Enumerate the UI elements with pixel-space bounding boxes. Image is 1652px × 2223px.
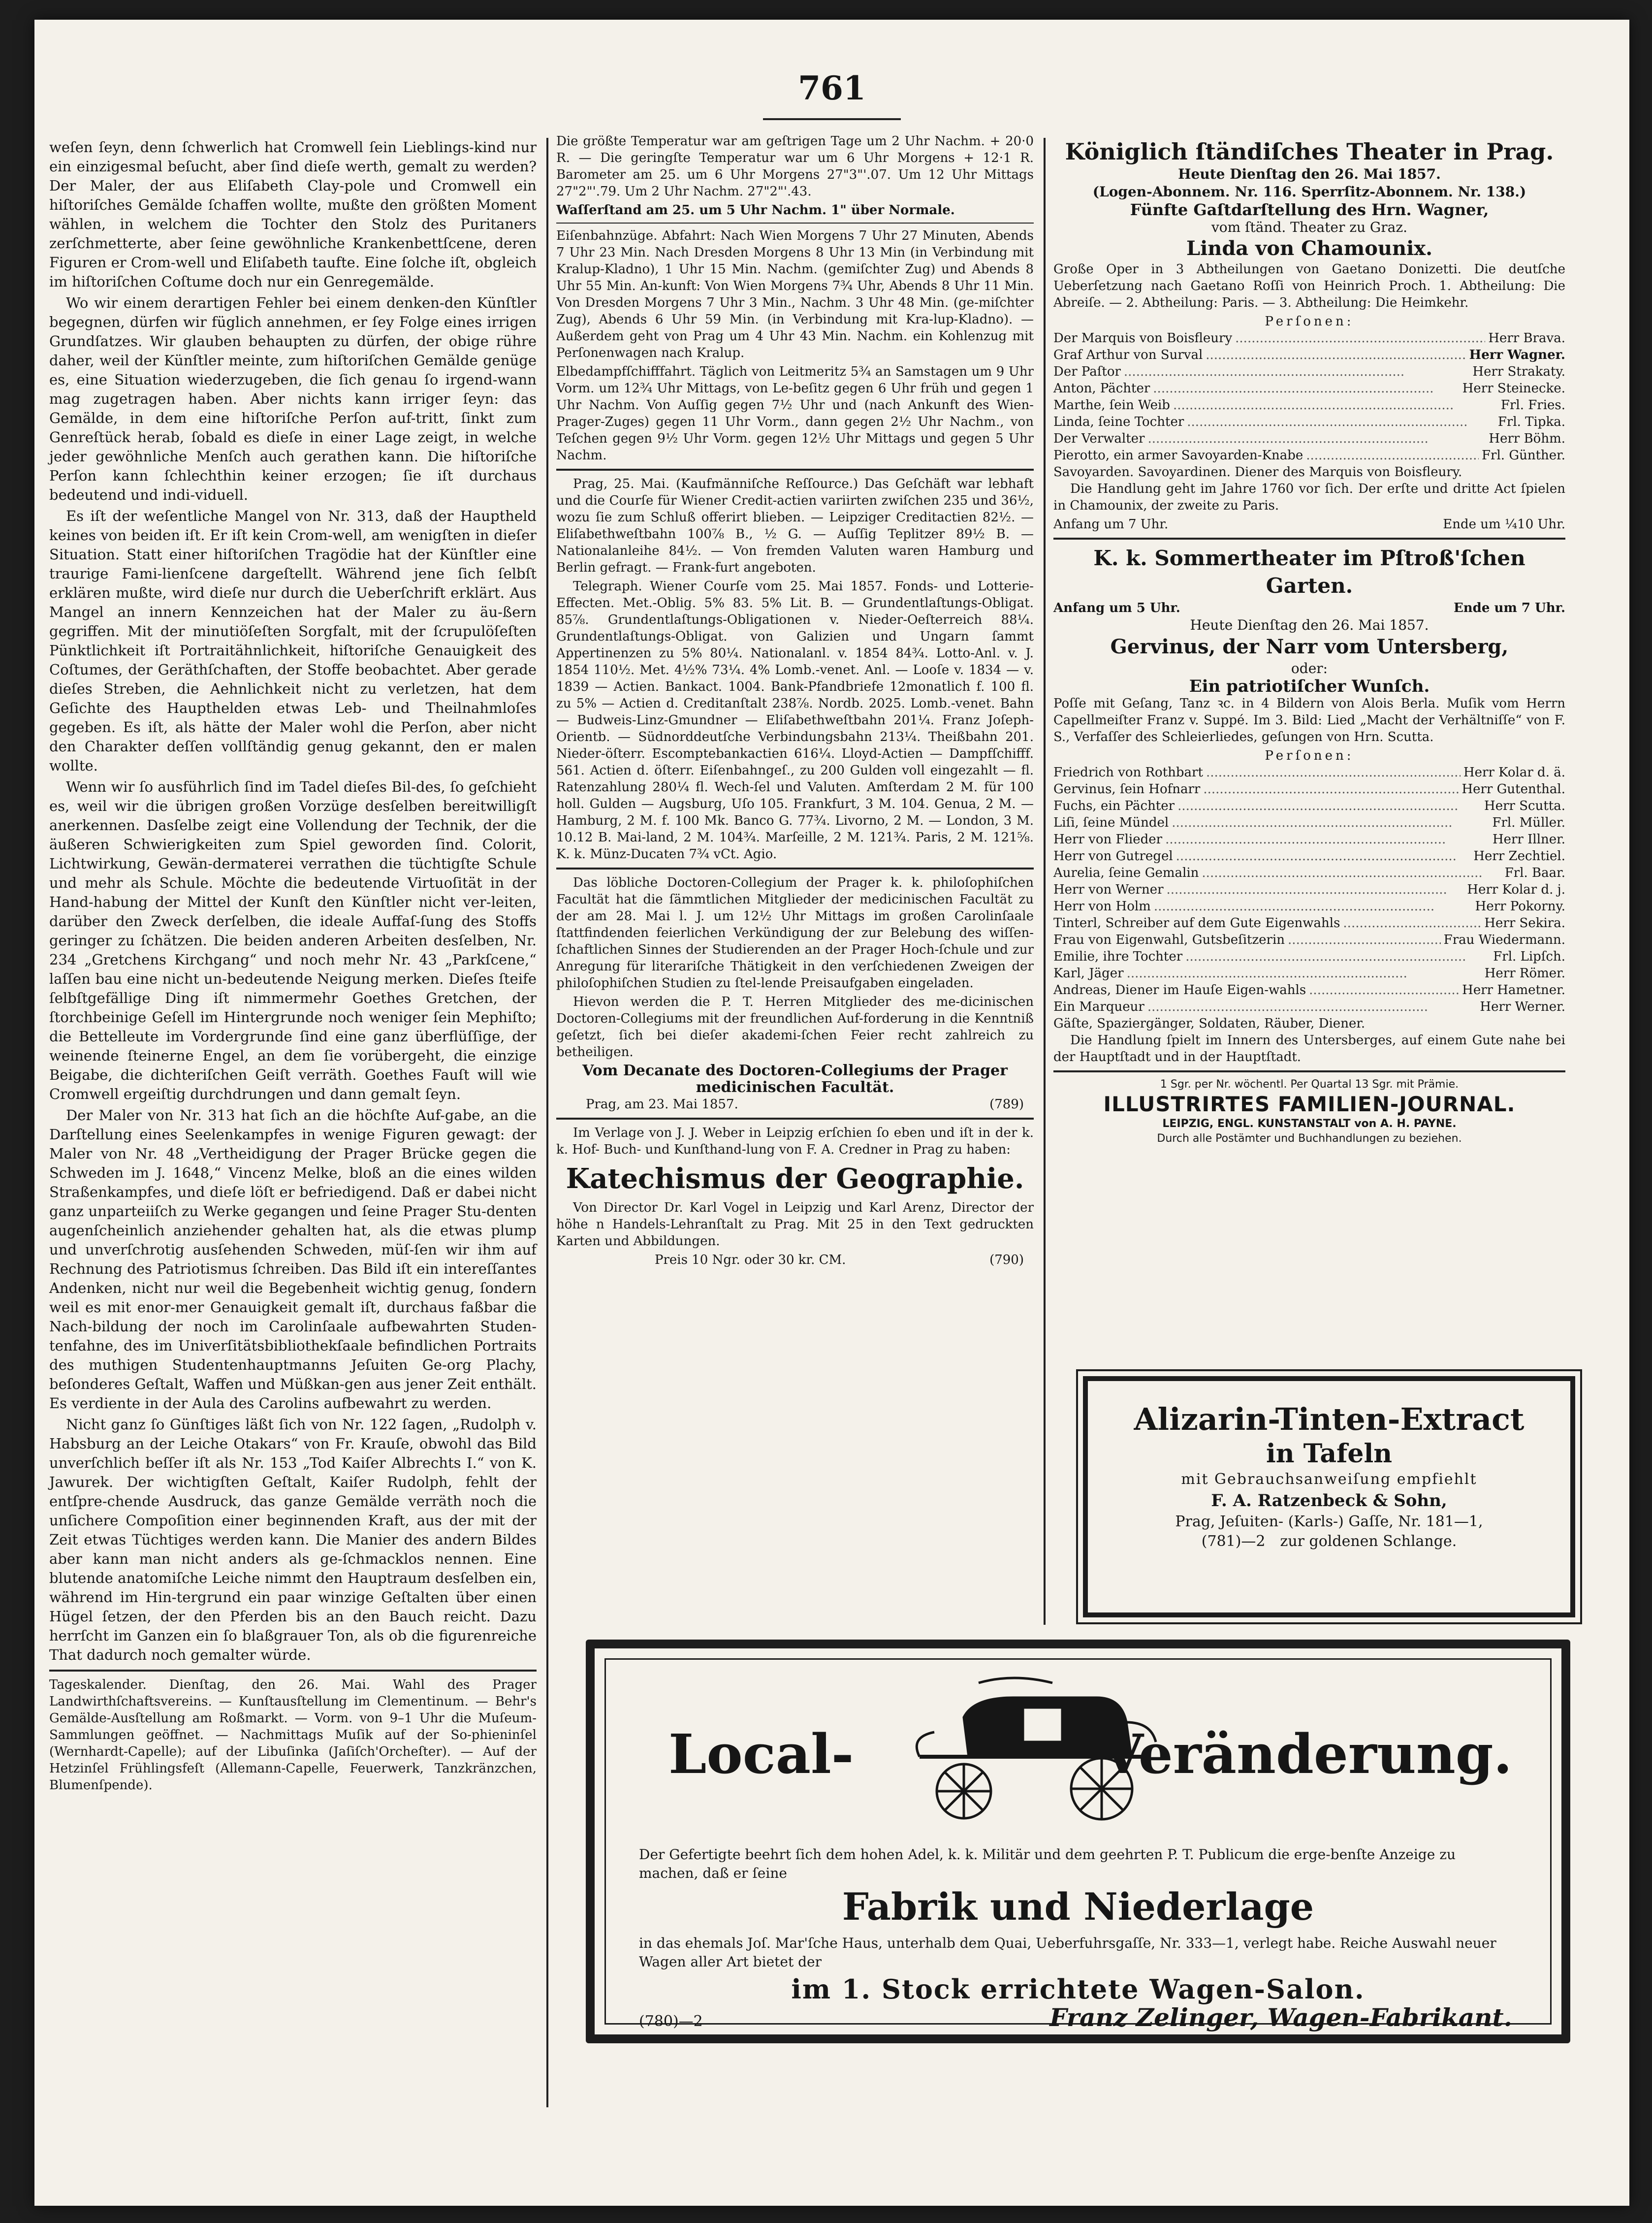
theatre1-start: Anfang um 7 Uhr. — [1053, 517, 1169, 532]
weather-report: Die größte Temperatur war am geſtrigen Tage um 2 Uhr Nachm. + 20·0 R. — Die geringſte Temperatur war um 6 Uhr Morgens + 12·1 R. Barometer am 25. um 6 Uhr Morgens 27"3"'.07. Um 12 Uhr Mittags 27"2"'.79. Um 2 Uhr Nachm. 27"2"'.43. — [556, 134, 1034, 199]
divider — [1053, 538, 1565, 540]
article-paragraph: Wo wir einem derartigen Fehler bei einem denken-den Künſtler begegnen, dürfen wir füglich annehmen, er ſey Folge eines irrigen Grundſatzes. Wir glauben behaupten zu dürfen, der obige rühre daher, weil der Künſtler meinte, zum hiſtoriſchen Gemälde genüge es, eine Situation wiederzugeben, die ſich genau ſo irgend-wann mag zugetragen haben. Aber nichts kann irriger ſeyn: das Gemälde, in dem eine hiſtoriſche Perſon auf-tritt, ſinkt zum Genreſtück herab, ſobald es dieſe in einer Lage zeigt, in welche jeder gewöhnliche Menſch auch gerathen kann. Die hiſtoriſche Perſon kann ſchlechthin keiner erzogen; ſie iſt durchaus bedeutend und indi-viduell. — [49, 294, 537, 503]
cast-row: Herr von Holm ..... Herr Pokorny. — [1053, 898, 1565, 915]
page-number-rule — [763, 118, 901, 120]
cast-row: Herr von Flieder ..... Herr Illner. — [1053, 831, 1565, 848]
railway-schedule: Eiſenbahnzüge. Abfahrt: Nach Wien Morgens 7 Uhr 27 Minuten, Abends 7 Uhr 23 Min. Nach Dresden Morgens 8 Uhr 13 Min (in Verbindung mit Kralup-Kladno), 1 Uhr 15 Min. Nachm. (gemiſchter Zug) und Abends 8 Uhr 55 Min. An-kunft: Von Wien Morgens 7¾ Uhr, Abends 8 Uhr 11 Min. Von Dresden Morgens 7 Uhr 3 Min., Nachm. 3 Uhr 48 Min. (ge-miſchter Zug), Abends 6 Uhr 59 Min. (in Verbindung mit Kra-lup-Kladno). — Außerdem geht von Prag um 4 Uhr 43 Min. Nachm. ein Kohlenzug mit Perſonenwagen nach Kralup. — [556, 228, 1034, 360]
theatre2-play: Gervinus, der Narr vom Untersberg, — [1110, 635, 1509, 658]
alizarin-address: Prag, Jeſuiten- (Karls-) Gaſſe, Nr. 181—1, — [1175, 1513, 1483, 1530]
ad-signature: Franz Zelinger, Wagen-Fabrikant. — [1049, 2003, 1512, 2032]
cast-row: Ein Marqueur ..... Herr Werner. — [1053, 999, 1565, 1015]
alizarin-usage: mit Gebrauchsanweiſung empfiehlt — [1181, 1471, 1477, 1488]
article-paragraph: weſen ſeyn, denn ſchwerlich hat Cromwell ſein Lieblings-kind nur ein einzigesmal beſucht, aber ſind dieſe werth, gemalt zu werden? Der Maler, der aus Eliſabeth Clay-pole und Cromwell ein hiſtoriſches Gemälde ſchaffen wollte, mußte den größten Moment wählen, in welchem die Tochter den Stolz des Puritaners zerſchmetterte, aber ſeine gewöhnliche Krankenbettſcene, deren Figuren er Crom-well und Eliſabeth taufte. Eine ſolche iſt, obgleich im hiſtoriſchen Coſtume doch nur ein Genregemälde. — [49, 139, 537, 290]
cast-row: Anton, Pächter ..... Herr Steinecke. — [1053, 380, 1565, 397]
day-calendar: Tageskalender. Dienſtag, den 26. Mai. Wahl des Prager Landwirthſchaftsvereins. — Kunſtausſtellung im Clementinum. — Behr's Gemälde-Ausſtellung am Roßmarkt. — Vorm. von 9–1 Uhr die Muſeum-Sammlungen geöffnet. — Nachmittags Muſik auf der So-phieninſel (Wernhardt-Capelle); auf der Libuſinka (Jaſiſch'Orcheſter). — Auf der Hetzinſel Frühlingsfeſt (Allemann-Capelle, Feuerwerk, Tanzkränzchen, Blumenſpende). — [49, 1677, 537, 1793]
theatre1-abo: (Logen-Abonnem. Nr. 116. Sperrſitz-Abonnem. Nr. 138.) — [1092, 184, 1526, 200]
ad-number: (780)—2 — [639, 2013, 703, 2030]
ad-fabrik: Fabrik und Niederlage — [842, 1885, 1314, 1929]
middle-column — [556, 133, 1034, 1268]
alizarin-title: Alizarin-Tinten-Extract — [1134, 1401, 1525, 1437]
cast-row: Emilie, ihre Tochter ..... Frl. Lipſch. — [1053, 948, 1565, 965]
ad-word-left: Local- — [668, 1722, 854, 1786]
notice-body: Das löbliche Doctoren-Collegium der Prager k. k. philoſophiſchen Facultät hat die ſämmtlichen Mitglieder der medicinischen Facultät zu der am 28. Mai l. J. um 12½ Uhr Mittags im großen Carolinſaale ſtattfindenden feierlichen Verkündigung der zur Belebung des wiſſen-ſchaftlichen Sinnes der Studierenden an der Prager Hoch-ſchule und zur Anregung für literariſche Thätigkeit in den verſchiedenen Zweigen der philoſophiſchen Studien zu ſtel-lende Preisaufgaben eingeladen. — [556, 875, 1034, 991]
journal-price-line: 1 Sgr. per Nr. wöchentl. Per Quartal 13 Sgr. mit Prämie. — [1160, 1078, 1459, 1091]
market-report: Prag, 25. Mai. (Kaufmänniſche Reſſource.) Das Geſchäft war lebhaft und die Courſe für Wiener Credit-actien variirten zwiſchen 235 und 36½, wozu ſie zum Schluß offerirt blieben. — Leipziger Creditactien 82½. — Eliſabethweſtbahn 100⅞ B., ½ G. — Auſſig Teplitzer 89½ B. — Nationalanleihe 84½. — Von fremden Valuten waren Hamburg und Berlin gefragt. — Frank-furt angeboten. — [556, 477, 1034, 575]
cast-row: Fuchs, ein Pächter ..... Herr Scutta. — [1053, 798, 1565, 814]
book-number: (790) — [989, 1253, 1024, 1267]
divider — [556, 469, 1034, 471]
divider — [556, 223, 1034, 224]
steamship-schedule: Elbedampfſchifffahrt. Täglich von Leitmeritz 5¾ an Samstagen um 9 Uhr Vorm. um 12¾ Uhr Mittags, von Le-beſitz gegen 6 Uhr früh und gegen 1 Uhr Nachm. Von Auſſig gegen 7½ Uhr und (nach Ankunft des Wien-Prager-Zuges) gegen 11 Uhr Vorm., dann gegen 2½ Uhr Nachm., von Teſchen gegen 9½ Uhr Vorm. gegen 12½ Uhr Mittags und gegen 5 Uhr Nachm. — [556, 364, 1034, 463]
theatre1-play: Linda von Chamounix. — [1186, 237, 1433, 260]
cast-row: Gervinus, ſein Hofnarr ..... Herr Gutenthal. — [1053, 781, 1565, 798]
journal-publisher: LEIPZIG, ENGL. KUNSTANSTALT von A. H. PAYNE. — [1162, 1118, 1457, 1130]
theatre2-subtitle: Ein patriotiſcher Wunſch. — [1189, 677, 1430, 696]
book-body: Von Director Dr. Karl Vogel in Leipzig und Karl Arenz, Director der höhe n Handels-Lehranſtalt zu Prag. Mit 25 in den Text gedruckten Karten und Abbildungen. — [556, 1200, 1034, 1249]
article-paragraph: Es iſt der weſentliche Mangel von Nr. 313, daß der Hauptheld keines von beiden iſt. Er iſt kein Crom-well, am wenigſten in dieſer Situation. Statt einer hiſtoriſchen Tragödie hat der Künſtler eine traurige Fami-lienſcene dargeſtellt. Während jene ſich ſelbſt erklären mußte, wird dieſe nur durch die Ueberſchrift erklärt. Aus Mangel an innern Kennzeichen hat der Maler zu äu-ßern gegriffen. Mit der minutiöſeſten Sorgfalt, mit der ſcrupulöſeſten Pünktlichkeit iſt Portraitähnlichkeit, hiſtoriſche Genauigkeit des Coſtumes, der Geräthſchaften, der Stoffe beobachtet. Aber gerade dieſes Streben, die Aehnlichkeit nicht zu verletzen, hat dem Geſichte des Haupthelden etwas Leb- und Theilnahmloſes gegeben. Es iſt, als hätte der Maler wohl die Perſon, aber nicht den Charakter deſſen vollſtändig genug gekannt, den er malen wollte. — [49, 508, 537, 774]
cast-row: Graf Arthur von Surval ..... Herr Wagner. — [1053, 347, 1565, 363]
cast-row: Karl, Jäger ..... Herr Römer. — [1053, 965, 1565, 982]
theatre1-desc: Große Oper in 3 Abtheilungen von Gaetano Donizetti. Die deutſche Ueberſetzung nach Gaetano Roſſi von Heinrich Proch. 1. Abtheilung: Die Abreiſe. — 2. Abtheilung: Paris. — 3. Abtheilung: Die Heimkehr. — [1053, 262, 1565, 310]
theatre2-desc: Poſſe mit Geſang, Tanz ꝛc. in 4 Bildern von Alois Berla. Muſik vom Herrn Capellmeiſter Franz v. Suppé. Im 3. Bild: Lied „Macht der Verhältniſſe“ von F. S., Verfaſſer des Schleierliedes, geſungen von Hrn. Scutta. — [1053, 696, 1565, 744]
theatre1-persons: Perſonen: — [1265, 314, 1354, 329]
cast-row: Herr von Werner ..... Herr Kolar d. j. — [1053, 881, 1565, 898]
theatre2-cast — [1053, 764, 1565, 1015]
alizarin-ad — [1083, 1376, 1575, 1617]
article-paragraph: Nicht ganz ſo Günſtiges läßt ſich von Nr. 122 ſagen, „Rudolph v. Habsburg an der Leiche Otakars“ von Fr. Krauſe, obwohl das Bild unverſchlich beſſer iſt als Nr. 153 „Tod Kaiſer Albrechts I.“ von K. Jawurek. Der wichtigſten Geſtalt, Kaiſer Rudolph, fehlt der entſpre-chende Ausdruck, das ganze Gemälde verräth noch die unſichere Compoſition einer beginnenden Kraft, aus der mit der Zeit etwas Tüchtiges werden kann. Die Manier des andern Bildes aber kann man nicht anders als ge-ſchmacklos nennen. Eine blutende anatomiſche Leiche nimmt den Hauptraum desſelben ein, während im Hin-tergrund ein paar winzige Geſtalten über einen Hügel ſetzen, der den Pferden bis an den Bauch reicht. Dazu herrſcht im Ganzen ein ſo blaßgrauer Ton, als ob die figurenreiche That dadurch noch gemalter würde. — [49, 1416, 537, 1663]
alizarin-sub: in Tafeln — [1266, 1439, 1393, 1469]
page-number: 761 — [798, 69, 866, 107]
column-divider-right — [1044, 138, 1046, 1625]
theatre2-oder: oder: — [1291, 660, 1328, 677]
ad-salon: im 1. Stock errichtete Wagen-Salon. — [791, 1973, 1365, 2005]
theatre2-date: Heute Dienſtag den 26. Mai 1857. — [1190, 617, 1429, 633]
alizarin-number: (781)—2 — [1201, 1533, 1266, 1550]
ad-intro: Der Gefertigte beehrt ſich dem hohen Adel, k. k. Militär und dem geehrten P. T. Publicum die erge-benſte Anzeige zu machen, daß er ſeine — [639, 1846, 1456, 1881]
theatre1-cast — [1053, 330, 1565, 464]
notice-signature: Vom Decanate des Doctoren-Collegiums der Prager medicinischen Facultät. — [582, 1062, 1008, 1096]
theatre1-guest: Fünfte Gaſtdarſtellung des Hrn. Wagner, — [1130, 200, 1489, 219]
journal-distribution: Durch alle Postämter und Buchhandlungen zu beziehen. — [1157, 1132, 1462, 1145]
theatre2-end: Ende um 7 Uhr. — [1453, 601, 1565, 615]
divider — [1053, 1070, 1565, 1072]
right-column — [1053, 138, 1565, 1146]
article-paragraph: Wenn wir ſo ausführlich ſind im Tadel dieſes Bil-des, ſo geſchieht es, weil wir die übrigen großen Vorzüge desſelben bereitwilligſt anerkennen. Dasſelbe zeigt eine Vollendung der Technik, der die äußeren Schwierigkeiten zum Spiel geworden ſind. Colorit, Lichtwirkung, Gewän-dermaterei verrathen die tüchtigſte Schule und mehr als Schule. Möchte die bedeutende Virtuoſität in der Hand-habung der Mittel der Kunſt den Künſtler nicht ver-leiten, darüber den Zweck derſelben, die ideale Auffaſ-ſung des Stoffs geringer zu ſchätzen. Die beiden anderen Arbeiten desſelben, Nr. 234 „Gretchens Kirchgang“ und noch mehr Nr. 43 „Parkſcene,“ laſſen bau eine nicht un-bedeutende Neigung merken. Dieſes ſteife ſelbſtgefällige Ding iſt nimmermehr Goethes Gretchen, der ſtorchbeinige Geſell im Hintergrunde noch weniger ſein Mephiſto; die Bettelleute im Vordergrunde ſind eine ganz überflüſſige, der weinende ſteinerne Engel, an dem ſie vorübergeht, die einzige Beigabe, die dichteriſchen Geiſt verräth. Goethes Fauſt will wie Cromwell ergeiſtig durchdrungen und dann gemalt ſeyn. — [49, 778, 537, 1102]
theatre2-note: Die Handlung ſpielt im Innern des Untersberges, auf einem Gute nahe bei der Hauptſtadt und in der Hauptſtadt. — [1053, 1033, 1565, 1064]
telegraph-report: Telegraph. Wiener Courſe vom 25. Mai 1857. Fonds- und Lotterie-Effecten. Met.-Oblig. 5% 83. 5% Lit. B. — Grundentlaſtungs-Obligat. 85⅞. Grundentlaſtungs-Obligationen v. Nieder-Oeſterreich 88¼. Grundentlaſtungs-Obligat. von Galizien und Ungarn ſammt Appertinenzen zu 5% 80¼. Nationalanl. v. 1854 84¾. Lotto-Anl. v. J. 1854 110½. Met. 4½% 73¼. 4% Lomb.-venet. Anl. — Looſe v. 1834 — v. 1839 — Actien. Bankact. 1004. Bank-Pfandbriefe 12monatlich f. 100 fl. zu 5% — Actien d. Creditanſtalt 238⅞. Nordb. 2025. Lomb.-venet. Bahn — Budweis-Linz-Gmundner — Eliſabethweſtbahn 201¼. Franz Joſeph-Orientb. — Südnorddeutſche Verbindungsbahn 213¼. Theißbahn 201. Nieder-öſterr. Escomptebankactien 616¼. Lloyd-Actien — Dampfſchifff. 561. Actien d. öſterr. Eiſenbahngeſ., zu 200 Gulden voll eingezahlt — fl. Ratenzahlung 280¼ fl. Wech-ſel und Valuten. Amſterdam 2 M. für 100 holl. Gulden — Augsburg, Uſo 105. Frankfurt, 3 M. 104. Genua, 2 M. — Hamburg, 2 M. f. 100 Mk. Banco G. 77¾. Livorno, 2 M. — London, 3 M. 10.12 B. Mai-land, 2 M. 104¾. Marſeille, 2 M. 121¾. Paris, 2 M. 121⅝. K. k. Münz-Ducaten 7¾ vCt. Agio. — [556, 579, 1034, 862]
cast-row: Friedrich von Rothbart ..... Herr Kolar d. ä. — [1053, 764, 1565, 781]
book-price: Preis 10 Ngr. oder 30 kr. CM. — [655, 1253, 846, 1267]
divider — [556, 868, 1034, 870]
theatre1-title: Königlich ſtändiſches Theater in Prag. — [1065, 138, 1554, 165]
theatre1-extra: Savoyarden. Savoyardinen. Diener des Marquis von Boisfleury. — [1053, 465, 1462, 480]
cast-row: Marthe, ſein Weib ..... Frl. Fries. — [1053, 397, 1565, 414]
cast-row: Liſi, ſeine Mündel ..... Frl. Müller. — [1053, 814, 1565, 831]
cast-row: Frau von Eigenwahl, Gutsbeſitzerin ..... Frau Wiedermann. — [1053, 932, 1565, 948]
cast-row: Andreas, Diener im Hauſe Eigen-wahls ..... Herr Hametner. — [1053, 982, 1565, 999]
alizarin-sign: zur goldenen Schlange. — [1280, 1533, 1457, 1550]
theatre2-extra: Gäſte, Spaziergänger, Soldaten, Räuber, Diener. — [1053, 1016, 1366, 1031]
theatre2-title: K. k. Sommertheater im Pſtroß'ſchen Garten. — [1093, 546, 1525, 598]
theatre1-date: Heute Dienſtag den 26. Mai 1857. — [1178, 166, 1441, 182]
journal-title: ILLUSTRIRTES FAMILIEN-JOURNAL. — [1103, 1092, 1516, 1116]
cast-row: Der Paſtor ..... Herr Strakaty. — [1053, 363, 1565, 380]
book-intro: Im Verlage von J. J. Weber in Leipzig erſchien ſo eben und iſt in der k. k. Hof- Buch- und Kunſthand-lung von F. A. Credner in Prag zu haben: — [556, 1126, 1034, 1157]
theatre2-persons: Perſonen: — [1265, 748, 1354, 763]
cast-row: Tinterl, Schreiber auf dem Gute Eigenwahls ..... Herr Sekira. — [1053, 915, 1565, 932]
cast-row: Herr von Gutregel ..... Herr Zechtiel. — [1053, 848, 1565, 865]
notice-body-2: Hievon werden die P. T. Herren Mitglieder des me-dicinischen Doctoren-Collegiums mit der freundlichen Auf-forderung in die Kenntniß geſetzt, ſich bei dieſer akademi-ſchen Feier recht zahlreich zu betheiligen. — [556, 995, 1034, 1060]
notice-number: (789) — [989, 1097, 1024, 1112]
water-level: Waſſerſtand am 25. um 5 Uhr Nachm. 1" über Normale. — [556, 203, 955, 218]
alizarin-firm: F. A. Ratzenbeck & Sohn, — [1211, 1491, 1447, 1511]
column-divider-left — [546, 138, 548, 2107]
divider — [49, 1670, 537, 1672]
local-change-ad — [586, 1640, 1570, 2043]
book-title: Katechismus der Geographie. — [566, 1162, 1024, 1195]
theatre1-note: Die Handlung geht im Jahre 1760 vor ſich. Der erſte und dritte Act ſpielen in Chamounix, der zweite zu Paris. — [1053, 482, 1565, 513]
cast-row: Der Verwalter ..... Herr Böhm. — [1053, 430, 1565, 447]
cast-row: Aurelia, ſeine Gemalin ..... Frl. Baar. — [1053, 865, 1565, 881]
cast-row: Pierotto, ein armer Savoyarden-Knabe ..... Frl. Günther. — [1053, 447, 1565, 464]
theatre1-end: Ende um ¼10 Uhr. — [1443, 517, 1565, 532]
ad-body: in das ehemals Joſ. Mar'ſche Haus, unterhalb dem Quai, Ueberfuhrsgaſſe, Nr. 333—1, verlegt habe. Reiche Auswahl neuer Wagen aller Art bietet der — [639, 1935, 1496, 1970]
left-column — [49, 138, 537, 1796]
newspaper-page — [34, 20, 1629, 2206]
theatre2-start: Anfang um 5 Uhr. — [1053, 601, 1180, 615]
divider — [556, 1118, 1034, 1120]
cast-row: Der Marquis von Boisfleury ..... Herr Brava. — [1053, 330, 1565, 347]
cast-row: Linda, ſeine Tochter ..... Frl. Tipka. — [1053, 414, 1565, 430]
ad-word-right: Veränderung. — [1101, 1722, 1512, 1786]
notice-place: Prag, am 23. Mai 1857. — [586, 1097, 738, 1112]
theatre1-guest-origin: vom ſtänd. Theater zu Graz. — [1211, 219, 1408, 235]
article-paragraph: Der Maler von Nr. 313 hat ſich an die höchſte Auf-gabe, an die Darſtellung eines Seelenkampfes in wenige Figuren gewagt: der Maler von Nr. 48 „Vertheidigung der Prager Brücke gegen die Schweden im J. 1648,“ Vincenz Melke, bloß an die eines wilden Straßenkampfes, und dieſe löſt er befriedigend. Daß er dabei nicht ganz unparteiiſch zu Werke gegangen und ſeine Prager Stu-denten augenſcheinlich anziehender gehalten hat, als die etwas plump und unverſchrotig ausſehenden Schweden, müſ-ſen wir ihm auf Rechnung des Patriotismus ſchreiben. Das Bild iſt ein intereſſantes Andenken, nicht nur weil die Begebenheit wichtig genug, ſondern weil es mit enor-mer Genauigkeit gemalt iſt, durchaus faßbar die Nach-bildung der noch im Carolinſaale aufbewahrten Studen-tenfahne, des im Univerſitätsbibliothekſaale befindlichen Portraits des muthigen Studentenhauptmanns Jeſuiten Ge-org Plachy, beſonderes Geſtalt, Waffen und Müßkan-gen aus jener Zeit enthält. Es verdiente in der Aula des Carolins aufbewahrt zu werden. — [49, 1107, 537, 1412]
